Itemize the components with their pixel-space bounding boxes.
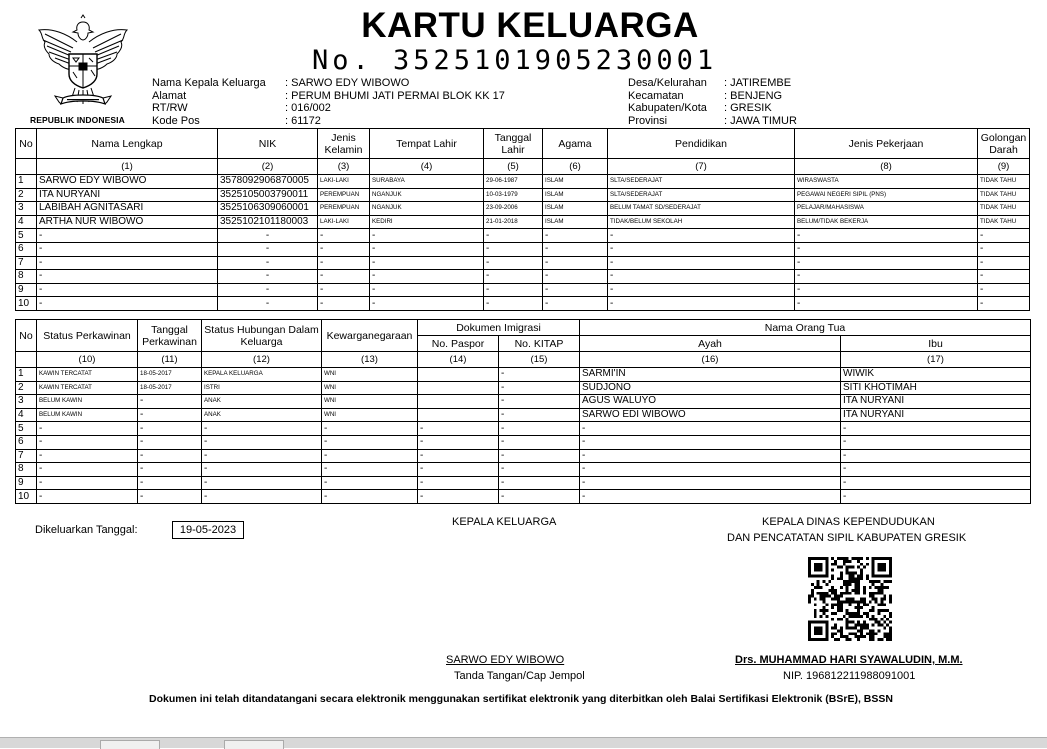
col-header: Ibu: [841, 336, 1031, 352]
table-cell: -: [499, 408, 580, 422]
table-cell: -: [37, 270, 218, 284]
col-header: Golongan Darah: [978, 129, 1030, 159]
table-cell: -: [37, 229, 218, 243]
table-row: [16, 175, 1030, 189]
table-cell: -: [841, 422, 1031, 436]
table-cell: 6: [16, 435, 37, 449]
table-cell: -: [418, 463, 499, 477]
info-value: : JAWA TIMUR: [724, 114, 797, 127]
col-number: (10): [37, 352, 138, 368]
table-cell: 9: [16, 476, 37, 490]
table-cell: ITA NURYANI: [841, 395, 1031, 409]
table-cell: -: [138, 463, 202, 477]
table-cell: -: [499, 463, 580, 477]
table-cell: TIDAK TAHU: [978, 188, 1030, 202]
table-cell: ANAK: [202, 408, 322, 422]
table-cell: 10-03-1979: [484, 188, 543, 202]
table-cell: -: [418, 490, 499, 504]
table-cell: 8: [16, 270, 37, 284]
table-cell: LABIBAH AGNITASARI: [37, 202, 218, 216]
table-cell: -: [370, 242, 484, 256]
issued-date: 19-05-2023: [172, 521, 244, 539]
table-cell: BELUM TAMAT SD/SEDERAJAT: [608, 202, 795, 216]
table-cell: -: [841, 463, 1031, 477]
col-header: Pendidikan: [608, 129, 795, 159]
table-cell: 4: [16, 408, 37, 422]
table-cell: -: [608, 283, 795, 297]
table-cell: TIDAK TAHU: [978, 175, 1030, 189]
table-cell: -: [484, 283, 543, 297]
col-header: Tanggal Lahir: [484, 129, 543, 159]
table-cell: SUDJONO: [580, 381, 841, 395]
col-number: [16, 159, 37, 175]
info-value: : BENJENG: [724, 89, 783, 102]
table-cell: -: [138, 422, 202, 436]
table-cell: -: [202, 463, 322, 477]
table-cell: 7: [16, 449, 37, 463]
col-header: No: [16, 320, 37, 352]
table-cell: -: [322, 422, 418, 436]
table-cell: -: [370, 270, 484, 284]
table-cell: -: [37, 449, 138, 463]
table-row: [16, 188, 1030, 202]
table-cell: -: [202, 435, 322, 449]
table-cell: -: [499, 476, 580, 490]
table-cell: [418, 381, 499, 395]
table-cell: -: [322, 490, 418, 504]
table-cell: SLTA/SEDERAJAT: [608, 188, 795, 202]
table-cell: -: [978, 242, 1030, 256]
info-label: Desa/Kelurahan: [628, 77, 707, 89]
signature-caption: Tanda Tangan/Cap Jempol: [454, 670, 585, 682]
table-cell: -: [580, 422, 841, 436]
table-cell: ITA NURYANI: [841, 408, 1031, 422]
info-value: : GRESIK: [724, 102, 772, 114]
info-row: [152, 77, 505, 90]
table-cell: -: [499, 422, 580, 436]
table-cell: -: [608, 229, 795, 243]
table-cell: -: [580, 435, 841, 449]
table-cell: -: [978, 256, 1030, 270]
table-cell: -: [318, 242, 370, 256]
table-cell: -: [543, 270, 608, 284]
col-number: (13): [322, 352, 418, 368]
table-cell: -: [218, 283, 318, 297]
table-cell: -: [218, 270, 318, 284]
col-number: (11): [138, 352, 202, 368]
table-cell: 9: [16, 283, 37, 297]
info-row: [628, 102, 797, 115]
header-info-left: [152, 77, 505, 127]
table-cell: PEGAWAI NEGERI SIPIL (PNS): [795, 188, 978, 202]
garuda-emblem-icon: [33, 14, 133, 114]
col-header: Jenis Pekerjaan: [795, 129, 978, 159]
table-cell: 3: [16, 202, 37, 216]
family-status-table: [15, 319, 1031, 504]
table-cell: ISLAM: [543, 175, 608, 189]
col-header: Nama Lengkap: [37, 129, 218, 159]
table-cell: -: [978, 229, 1030, 243]
info-value: : JATIREMBE: [724, 77, 792, 89]
table-cell: SITI KHOTIMAH: [841, 381, 1031, 395]
info-label: RT/RW: [152, 102, 188, 114]
table-cell: PEREMPUAN: [318, 202, 370, 216]
table-cell: -: [608, 270, 795, 284]
table-cell: SARWO EDY WIBOWO: [37, 175, 218, 189]
table-cell: -: [795, 229, 978, 243]
table-cell: -: [418, 435, 499, 449]
col-number: (17): [841, 352, 1031, 368]
table-cell: -: [37, 490, 138, 504]
table-row: [16, 215, 1030, 229]
table-cell: -: [543, 283, 608, 297]
col-number: (2): [218, 159, 318, 175]
info-row: [628, 77, 797, 90]
table-cell: -: [37, 283, 218, 297]
table-cell: SARWO EDI WIBOWO: [580, 408, 841, 422]
table-cell: SARMI'IN: [580, 368, 841, 382]
table-cell: 5: [16, 229, 37, 243]
table-cell: -: [418, 476, 499, 490]
col-number: (7): [608, 159, 795, 175]
table-row: [16, 242, 1030, 256]
table-cell: -: [218, 297, 318, 311]
table-cell: -: [580, 463, 841, 477]
info-row: [152, 102, 505, 115]
table-cell: -: [322, 449, 418, 463]
table-cell: -: [37, 256, 218, 270]
table-cell: -: [218, 256, 318, 270]
table-cell: 3: [16, 395, 37, 409]
table-cell: -: [499, 435, 580, 449]
table-cell: SURABAYA: [370, 175, 484, 189]
table-cell: 10: [16, 490, 37, 504]
col-header: Kewarganegaraan: [322, 320, 418, 352]
table-cell: TIDAK TAHU: [978, 215, 1030, 229]
table-cell: WNI: [322, 395, 418, 409]
window-bottom-edge: [0, 737, 1047, 748]
table-cell: -: [322, 476, 418, 490]
official-nip: NIP. 196812211988091001: [783, 670, 916, 682]
col-number: (4): [370, 159, 484, 175]
table-row: [16, 408, 1031, 422]
table-cell: 18-05-2017: [138, 368, 202, 382]
table-cell: -: [318, 283, 370, 297]
table-cell: -: [608, 242, 795, 256]
table-cell: -: [370, 229, 484, 243]
table-cell: -: [499, 395, 580, 409]
table-cell: -: [322, 435, 418, 449]
table-cell: -: [370, 297, 484, 311]
table-cell: -: [795, 242, 978, 256]
table-cell: -: [484, 256, 543, 270]
table-cell: -: [543, 242, 608, 256]
col-header: Status Perkawinan: [37, 320, 138, 352]
scroll-tab: [224, 740, 284, 749]
table-cell: 8: [16, 463, 37, 477]
col-number: (12): [202, 352, 322, 368]
col-header: Agama: [543, 129, 608, 159]
table-row: [16, 270, 1030, 284]
info-label: Kode Pos: [152, 114, 200, 127]
table-cell: -: [978, 297, 1030, 311]
table-cell: BELUM KAWIN: [37, 395, 138, 409]
table-cell: LAKI-LAKI: [318, 215, 370, 229]
table-cell: [418, 408, 499, 422]
table-cell: 2: [16, 188, 37, 202]
table-row: [16, 297, 1030, 311]
table-cell: -: [370, 283, 484, 297]
info-value: : 016/002: [285, 102, 331, 114]
table-cell: -: [841, 435, 1031, 449]
col-header: Jenis Kelamin: [318, 129, 370, 159]
table-cell: ITA NURYANI: [37, 188, 218, 202]
col-header: Dokumen Imigrasi: [418, 320, 580, 336]
table-row: [16, 476, 1031, 490]
table-cell: -: [37, 476, 138, 490]
table-cell: KEPALA KELUARGA: [202, 368, 322, 382]
table-cell: -: [37, 242, 218, 256]
table-cell: -: [841, 476, 1031, 490]
table-row: [16, 381, 1031, 395]
table-cell: -: [37, 297, 218, 311]
head-of-family-name: SARWO EDY WIBOWO: [446, 654, 565, 666]
table-cell: -: [318, 297, 370, 311]
table-cell: -: [138, 476, 202, 490]
header-info-right: [628, 77, 797, 127]
table-cell: -: [580, 449, 841, 463]
table-cell: WNI: [322, 408, 418, 422]
table-cell: -: [318, 229, 370, 243]
info-row: [152, 90, 505, 103]
table-cell: WIWIK: [841, 368, 1031, 382]
table-cell: TIDAK/BELUM SEKOLAH: [608, 215, 795, 229]
table-cell: TIDAK TAHU: [978, 202, 1030, 216]
table-cell: -: [543, 297, 608, 311]
table-cell: -: [608, 297, 795, 311]
info-value: : 61172: [285, 114, 321, 127]
table-cell: -: [322, 463, 418, 477]
info-row: [152, 115, 505, 128]
table-cell: -: [318, 270, 370, 284]
table-cell: 4: [16, 215, 37, 229]
col-number: (15): [499, 352, 580, 368]
table-row: [16, 435, 1031, 449]
document-number: No. 3525101905230001: [312, 45, 718, 76]
table-cell: -: [484, 297, 543, 311]
table-cell: [418, 395, 499, 409]
col-number: (8): [795, 159, 978, 175]
table-cell: -: [484, 229, 543, 243]
table-cell: -: [580, 490, 841, 504]
table-cell: 6: [16, 242, 37, 256]
table-cell: WNI: [322, 368, 418, 382]
col-number: (6): [543, 159, 608, 175]
table-cell: -: [218, 229, 318, 243]
scroll-tab: [100, 740, 160, 749]
table-cell: PEREMPUAN: [318, 188, 370, 202]
table-cell: 7: [16, 256, 37, 270]
table-row: [16, 368, 1031, 382]
table-cell: -: [138, 395, 202, 409]
table-cell: -: [218, 242, 318, 256]
table-cell: -: [978, 270, 1030, 284]
table-cell: ISTRI: [202, 381, 322, 395]
table-cell: 21-01-2018: [484, 215, 543, 229]
electronic-signature-note: Dokumen ini telah ditandatangani secara elektronik menggunakan sertifikat elektronik yang diterbitkan oleh Balai Sertifikasi Elektronik (BSrE), BSSN: [149, 693, 893, 705]
table-cell: -: [37, 463, 138, 477]
col-number: (3): [318, 159, 370, 175]
table-cell: -: [37, 422, 138, 436]
table-cell: PELAJAR/MAHASISWA: [795, 202, 978, 216]
table-cell: 10: [16, 297, 37, 311]
official-title-line-1: KEPALA DINAS KEPENDUDUKAN: [762, 516, 935, 528]
table-cell: -: [138, 435, 202, 449]
table-cell: 1: [16, 175, 37, 189]
table-cell: 2: [16, 381, 37, 395]
emblem-caption: REPUBLIK INDONESIA: [30, 115, 125, 125]
info-row: [628, 90, 797, 103]
table-cell: 29-06-1987: [484, 175, 543, 189]
table-cell: -: [543, 229, 608, 243]
col-header: Nama Orang Tua: [580, 320, 1031, 336]
table-cell: -: [484, 270, 543, 284]
table-cell: 5: [16, 422, 37, 436]
table-cell: -: [318, 256, 370, 270]
table-row: [16, 229, 1030, 243]
table-row: [16, 283, 1030, 297]
col-number: [16, 352, 37, 368]
table-cell: ARTHA NUR WIBOWO: [37, 215, 218, 229]
info-value: : PERUM BHUMI JATI PERMAI BLOK KK 17: [285, 89, 505, 102]
table-cell: 3525106309060001: [218, 202, 318, 216]
document-title: KARTU KELUARGA: [361, 6, 699, 45]
table-cell: -: [841, 490, 1031, 504]
info-value: : SARWO EDY WIBOWO: [285, 77, 410, 89]
table-cell: -: [418, 422, 499, 436]
table-cell: -: [841, 449, 1031, 463]
table-cell: ISLAM: [543, 202, 608, 216]
table-cell: -: [138, 490, 202, 504]
table-row: [16, 490, 1031, 504]
table-cell: -: [202, 449, 322, 463]
table-row: [16, 422, 1031, 436]
table-cell: -: [795, 270, 978, 284]
table-row: [16, 449, 1031, 463]
table-row: [16, 202, 1030, 216]
table-cell: 23-09-2006: [484, 202, 543, 216]
table-cell: -: [499, 449, 580, 463]
table-row: [16, 395, 1031, 409]
col-number: (5): [484, 159, 543, 175]
info-label: Kabupaten/Kota: [628, 102, 707, 114]
col-header: Status Hubungan Dalam Keluarga: [202, 320, 322, 352]
table-cell: LAKI-LAKI: [318, 175, 370, 189]
table-cell: -: [795, 256, 978, 270]
table-cell: [418, 368, 499, 382]
table-cell: -: [202, 476, 322, 490]
table-cell: AGUS WALUYO: [580, 395, 841, 409]
qr-code-icon: [808, 557, 892, 641]
table-cell: 18-05-2017: [138, 381, 202, 395]
table-cell: NGANJUK: [370, 188, 484, 202]
table-cell: -: [795, 283, 978, 297]
table-cell: -: [202, 490, 322, 504]
table-cell: -: [418, 449, 499, 463]
info-label: Alamat: [152, 89, 187, 102]
official-name: Drs. MUHAMMAD HARI SYAWALUDIN, M.M.: [735, 654, 963, 666]
col-header: Tempat Lahir: [370, 129, 484, 159]
table-cell: ISLAM: [543, 188, 608, 202]
col-number: (1): [37, 159, 218, 175]
table-cell: -: [37, 435, 138, 449]
col-header: NIK: [218, 129, 318, 159]
table-cell: -: [499, 490, 580, 504]
table-cell: ANAK: [202, 395, 322, 409]
members-table: [15, 128, 1030, 311]
table-cell: -: [580, 476, 841, 490]
table-cell: -: [202, 422, 322, 436]
table-cell: -: [499, 368, 580, 382]
table-row: [16, 463, 1031, 477]
table-cell: BELUM/TIDAK BEKERJA: [795, 215, 978, 229]
table-cell: 1: [16, 368, 37, 382]
table-cell: -: [138, 449, 202, 463]
col-number: (14): [418, 352, 499, 368]
table-cell: ISLAM: [543, 215, 608, 229]
table-cell: -: [543, 256, 608, 270]
table-cell: -: [608, 256, 795, 270]
table-row: [16, 256, 1030, 270]
col-header: No: [16, 129, 37, 159]
table-cell: -: [795, 297, 978, 311]
official-title-line-2: DAN PENCATATAN SIPIL KABUPATEN GRESIK: [727, 532, 967, 544]
info-label: Provinsi: [628, 114, 668, 127]
table-cell: -: [138, 408, 202, 422]
table-cell: KAWIN TERCATAT: [37, 381, 138, 395]
table-cell: KAWIN TERCATAT: [37, 368, 138, 382]
table-cell: 3525102101180003: [218, 215, 318, 229]
table-cell: BELUM KAWIN: [37, 408, 138, 422]
col-header: Ayah: [580, 336, 841, 352]
table-cell: 3525105003790011: [218, 188, 318, 202]
col-header: No. KITAP: [499, 336, 580, 352]
info-label: Nama Kepala Keluarga: [152, 77, 266, 89]
issued-label: Dikeluarkan Tanggal:: [35, 524, 138, 536]
col-number: (16): [580, 352, 841, 368]
table-cell: 3578092906870005: [218, 175, 318, 189]
table-cell: WIRASWASTA: [795, 175, 978, 189]
table-cell: WNI: [322, 381, 418, 395]
table-cell: -: [499, 381, 580, 395]
info-row: [628, 115, 797, 128]
table-cell: KEDIRI: [370, 215, 484, 229]
table-cell: -: [370, 256, 484, 270]
head-of-family-title: KEPALA KELUARGA: [452, 516, 557, 528]
table-cell: -: [978, 283, 1030, 297]
info-label: Kecamatan: [628, 89, 684, 102]
col-number: (9): [978, 159, 1030, 175]
col-header: No. Paspor: [418, 336, 499, 352]
col-header: Tanggal Perkawinan: [138, 320, 202, 352]
table-cell: NGANJUK: [370, 202, 484, 216]
table-cell: SLTA/SEDERAJAT: [608, 175, 795, 189]
table-cell: -: [484, 242, 543, 256]
